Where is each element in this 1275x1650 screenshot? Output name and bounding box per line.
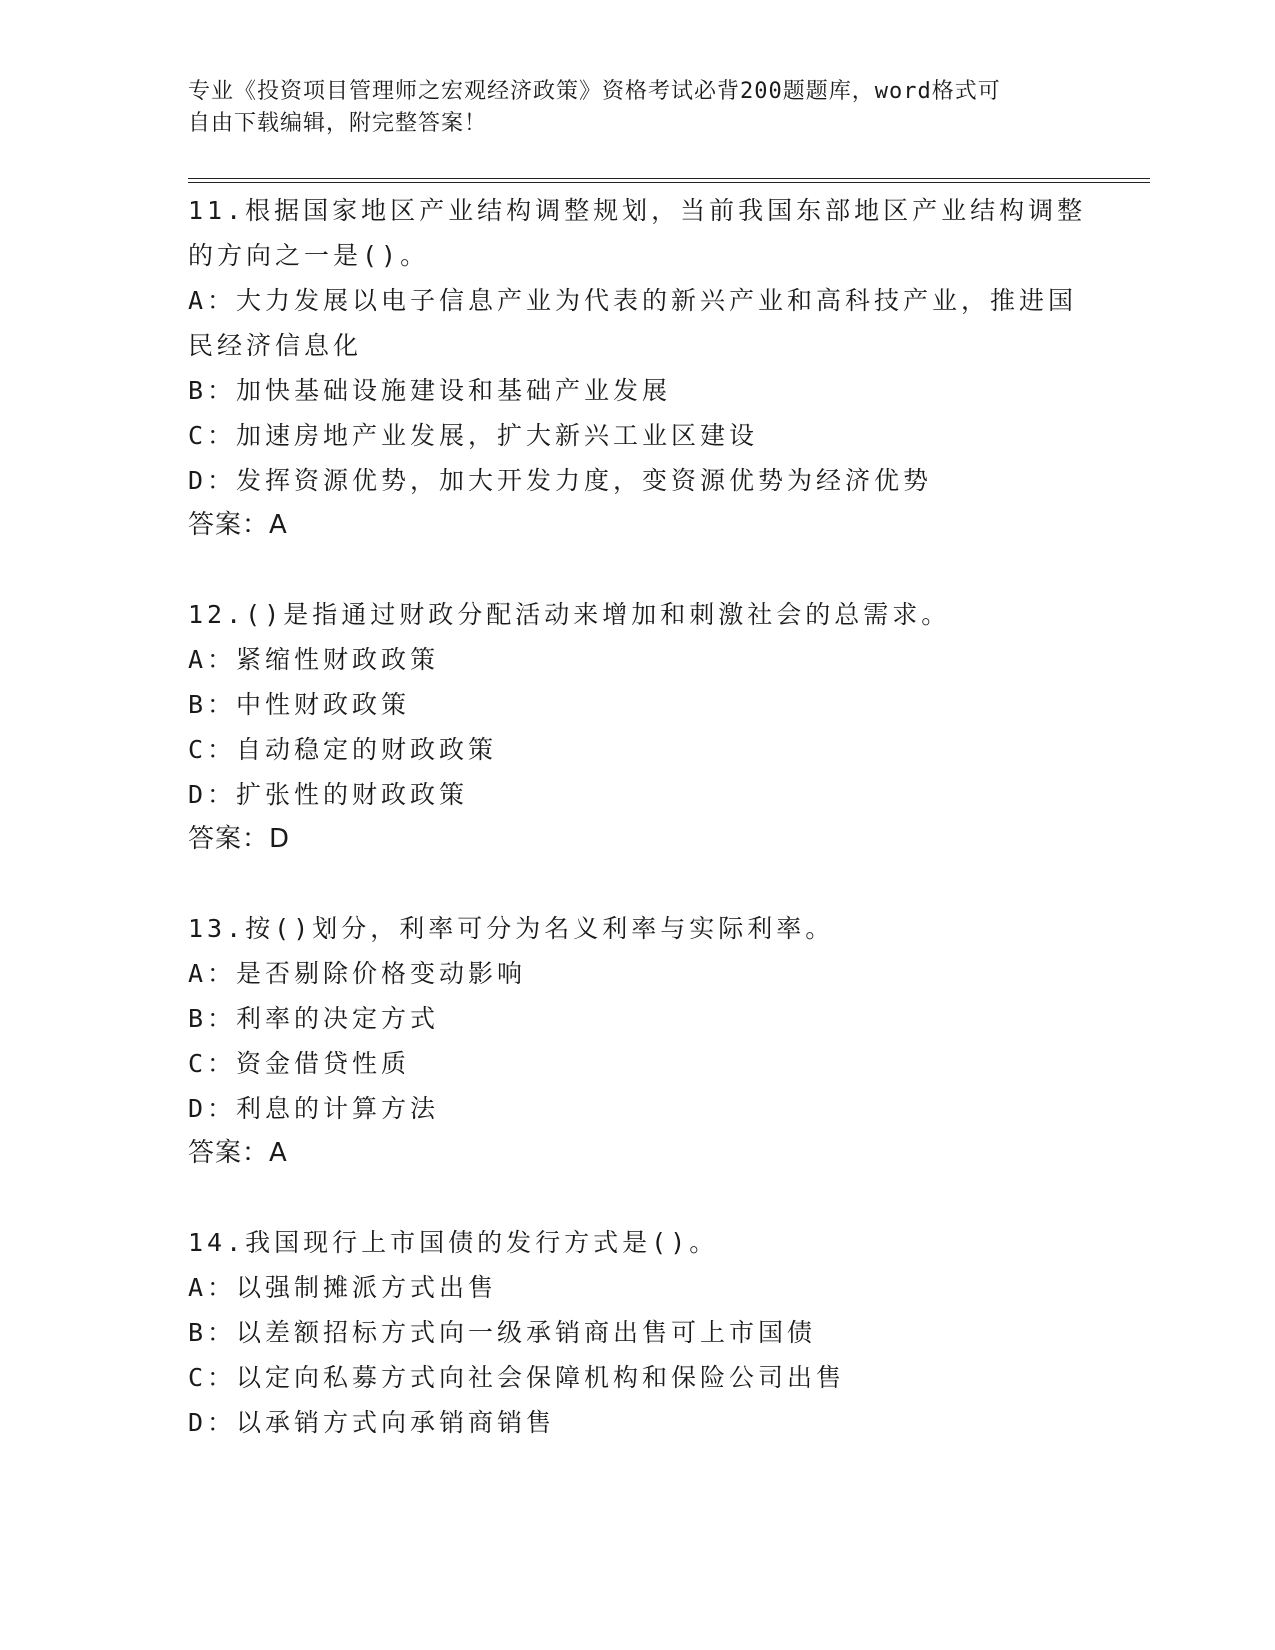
- option-c: C：资金借贷性质: [188, 1049, 411, 1078]
- question-11: [188, 188, 1088, 548]
- document-header: [188, 76, 1068, 140]
- header-line-2: 自由下载编辑，附完整答案！: [188, 111, 488, 136]
- option-a: [188, 278, 1088, 368]
- option-d: D：以承销方式向承销商销售: [188, 1408, 556, 1437]
- option-c: C：以定向私募方式向社会保障机构和保险公司出售: [188, 1363, 846, 1392]
- question-stem: 14.我国现行上市国债的发行方式是()。: [188, 1228, 719, 1257]
- option-d: D：发挥资源优势，加大开发力度，变资源优势为经济优势: [188, 466, 933, 495]
- question-stem: 12.()是指通过财政分配活动来增加和刺激社会的总需求。: [188, 600, 951, 629]
- header-line-1: 专业《投资项目管理师之宏观经济政策》资格考试必背200题题库，word格式可: [188, 79, 1001, 104]
- option-b: B：中性财政政策: [188, 690, 411, 719]
- question-14: [188, 1220, 1088, 1445]
- option-a: A：紧缩性财政政策: [188, 645, 440, 674]
- option-d: D：利息的计算方法: [188, 1094, 440, 1123]
- question-list: [188, 188, 1088, 1489]
- option-b: B：加快基础设施建设和基础产业发展: [188, 376, 672, 405]
- question-13: [188, 906, 1088, 1176]
- option-c: C：加速房地产业发展，扩大新兴工业区建设: [188, 421, 759, 450]
- option-a-line-2: 民经济信息化: [188, 331, 363, 360]
- option-c: C：自动稳定的财政政策: [188, 735, 498, 764]
- option-b: B：利率的决定方式: [188, 1004, 440, 1033]
- answer-label: 答案：A: [188, 1138, 288, 1168]
- option-b: B：以差额招标方式向一级承销商出售可上市国债: [188, 1318, 817, 1347]
- question-stem: 13.按()划分，利率可分为名义利率与实际利率。: [188, 914, 835, 943]
- question-stem: 11.根据国家地区产业结构调整规划，当前我国东部地区产业结构调整: [188, 196, 1087, 225]
- question-stem: 的方向之一是()。: [188, 241, 430, 270]
- option-a: A：以强制摊派方式出售: [188, 1273, 498, 1302]
- answer-label: 答案：A: [188, 510, 288, 540]
- question-12: [188, 592, 1088, 862]
- option-d: D：扩张性的财政政策: [188, 780, 469, 809]
- header-divider: [188, 178, 1150, 183]
- answer-label: 答案：D: [188, 824, 291, 854]
- option-a: A：是否剔除价格变动影响: [188, 959, 527, 988]
- option-a-line-1: A：大力发展以电子信息产业为代表的新兴产业和高科技产业，推进国: [188, 286, 1078, 315]
